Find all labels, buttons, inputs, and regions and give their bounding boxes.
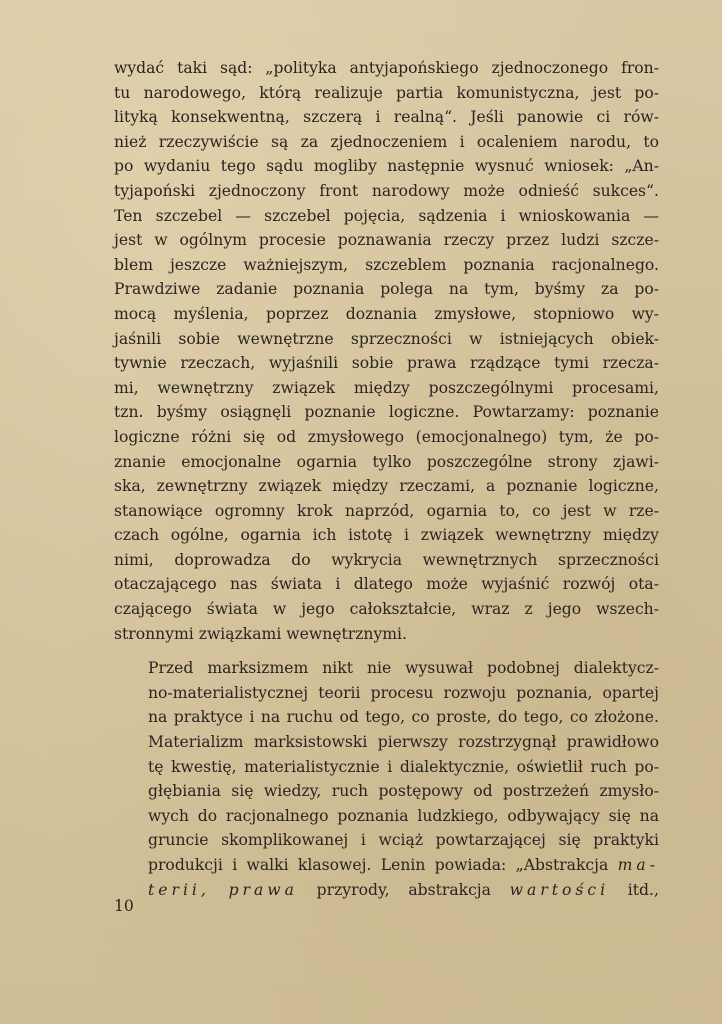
- spaced-word: prawa: [228, 880, 298, 899]
- text-line: tzn. byśmy osiągnęli poznanie logiczne. Powtarzamy: poznanie: [114, 403, 659, 422]
- text-line: blem jeszcze ważniejszym, szczeblem poznania racjonalnego.: [114, 255, 659, 274]
- text-line: na praktyce i na ruchu od tego, co proste, do tego, co złożone.: [148, 708, 659, 727]
- text-line: no-materialistycznej teorii procesu rozwoju poznania, opartej: [148, 683, 659, 702]
- text-line: czającego świata w jego całokształcie, wraz z jego wszech-: [114, 600, 659, 619]
- spaced-word: ma-: [617, 856, 659, 874]
- text-line: [114, 878, 659, 903]
- text-line: otaczającego nas świata i dlatego może wyjaśnić rozwój ota-: [114, 575, 659, 594]
- text-line: jest w ogólnym procesie poznawania rzeczy przez ludzi szcze-: [114, 231, 659, 250]
- text-line: tu narodowego, którą realizuje partia komunistyczna, jest po-: [114, 83, 659, 102]
- text-line: Ten szczebel — szczebel pojęcia, sądzenia i wnioskowania —: [114, 206, 659, 225]
- text-line: tyjapoński zjednoczony front narodowy może odnieść sukces“.: [114, 181, 659, 200]
- text-line: stanowiące ogromny krok naprzód, ogarnia to, co jest w rze-: [114, 501, 659, 520]
- text-line: nież rzeczywiście są za zjednoczeniem i ocaleniem narodu, to: [114, 132, 659, 151]
- text-line: Prawdziwe zadanie poznania polega na tym, byśmy za po-: [114, 280, 659, 299]
- text-fragment: przyrody, abstrakcja: [316, 880, 491, 899]
- text-line: głębiania się wiedzy, ruch postępowy od postrzeżeń zmysło-: [148, 782, 659, 801]
- text-line: Materializm marksistowski pierwszy rozstrzygnął prawidłowo: [148, 733, 659, 752]
- text-line: ska, zewnętrzny związek między rzeczami, a poznanie logiczne,: [114, 477, 659, 496]
- text-line: mocą myślenia, poprzez doznania zmysłowe, stopniowo wy-: [114, 304, 659, 323]
- page-number: 10: [114, 897, 134, 915]
- text-line: nimi, doprowadza do wykrycia wewnętrznych sprzeczności: [114, 550, 659, 569]
- text-line: jaśnili sobie wewnętrzne sprzeczności w istniejących obiek-: [114, 329, 659, 348]
- body-text: [114, 56, 659, 902]
- text-line: znanie emocjonalne ogarnia tylko poszczególne strony zjawi-: [114, 452, 659, 471]
- paragraph-2: [114, 656, 659, 902]
- text-line: [114, 853, 659, 878]
- text-line: wych do racjonalnego poznania ludzkiego, odbywający się na: [148, 806, 659, 825]
- text-line: Przed marksizmem nikt nie wysuwał podobnej dialektycz-: [148, 659, 659, 678]
- text-fragment: produkcji i walki klasowej. Lenin powiada: „Abstrakcja: [148, 856, 609, 874]
- text-line: lityką konsekwentną, szczerą i realną“. Jeśli panowie ci rów-: [114, 108, 659, 127]
- text-line: tę kwestię, materialistycznie i dialektycznie, oświetlił ruch po-: [148, 757, 659, 776]
- text-line: czach ogólne, ogarnia ich istotę i związek wewnętrzny między: [114, 526, 659, 545]
- text-line: tywnie rzeczach, wyjaśnili sobie prawa rządzące tymi rzecza-: [114, 354, 659, 373]
- paragraph-1: [114, 56, 659, 646]
- spaced-word: terii,: [148, 880, 210, 899]
- spaced-word: wartości: [509, 880, 610, 899]
- text-line: stronnymi związkami wewnętrznymi.: [114, 624, 407, 643]
- text-line: po wydaniu tego sądu mogliby następnie wysnuć wniosek: „An-: [114, 157, 659, 176]
- text-line: gruncie skomplikowanej i wciąż powtarzającej się praktyki: [148, 831, 659, 850]
- text-line: logiczne różni się od zmysłowego (emocjonalnego) tym, że po-: [114, 427, 659, 446]
- text-line: wydać taki sąd: „polityka antyjapońskiego zjednoczonego fron-: [114, 59, 659, 77]
- text-line: mi, wewnętrzny związek między poszczególnymi procesami,: [114, 378, 659, 397]
- text-fragment: itd.,: [627, 880, 659, 899]
